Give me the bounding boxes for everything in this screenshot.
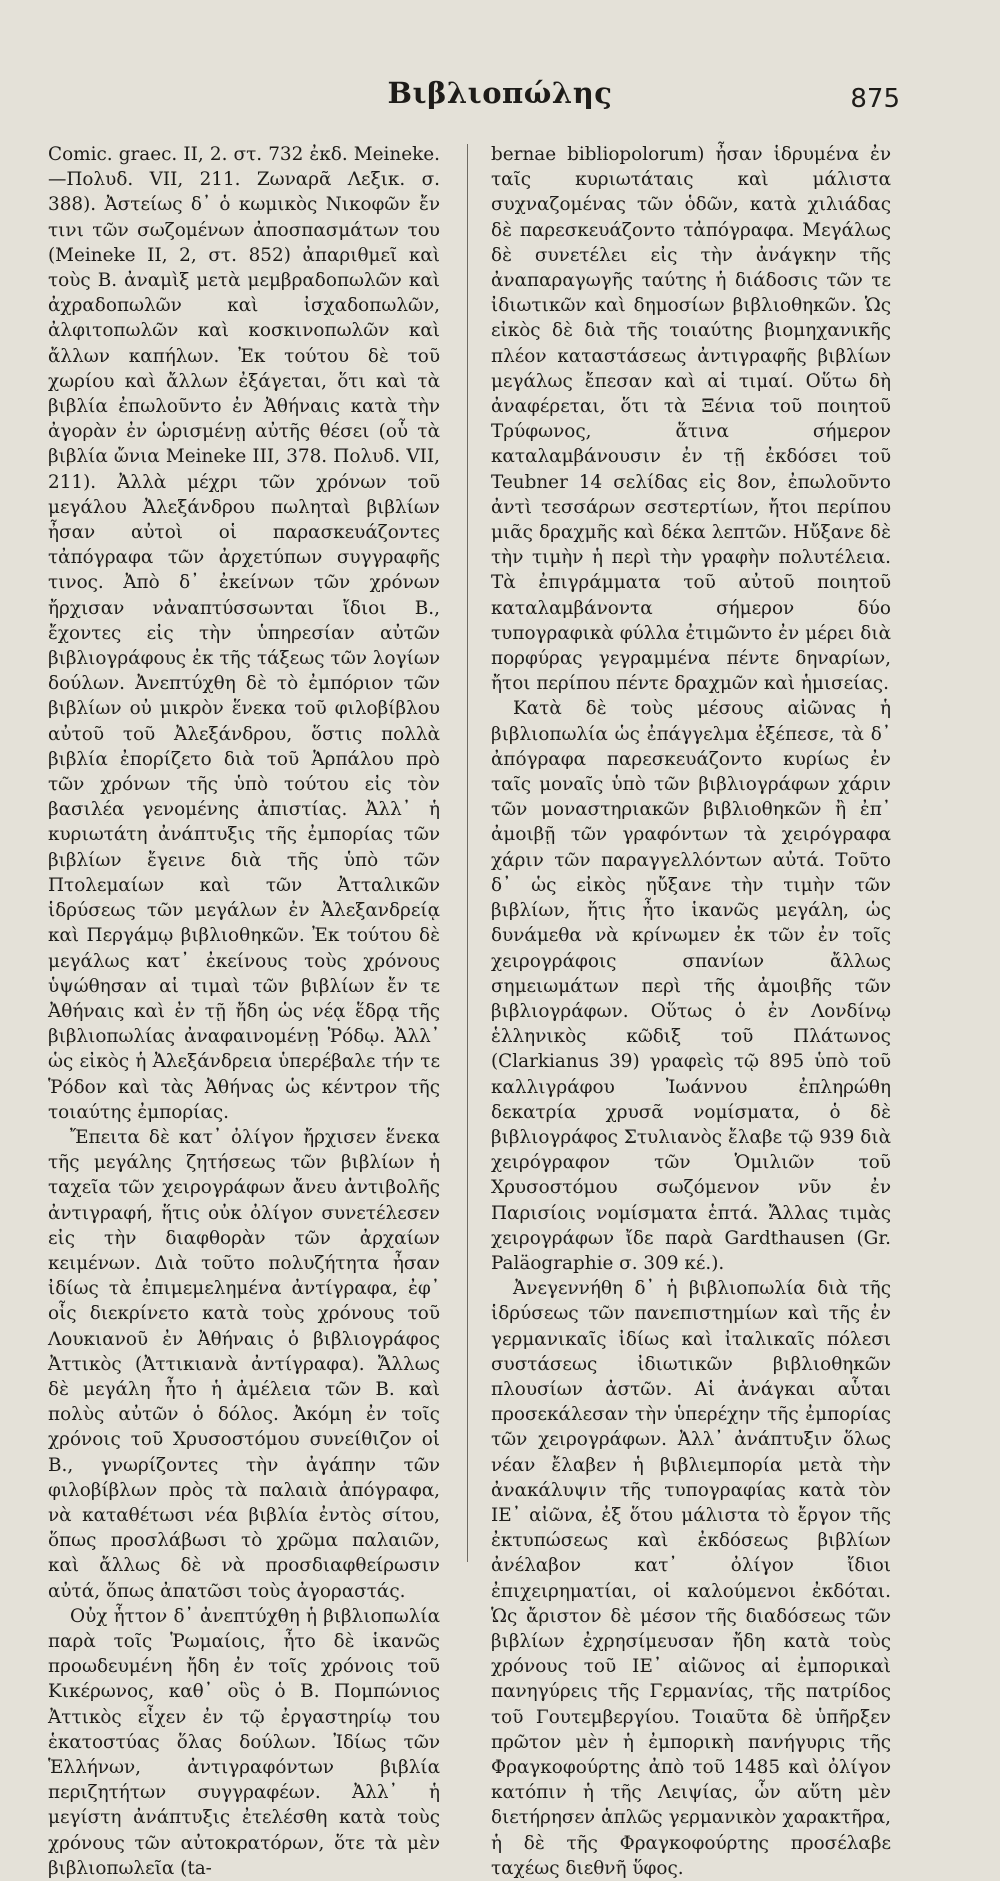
paragraph: Ἔπειτα δὲ κατ᾽ ὀλίγον ἤρχισεν ἕνεκα τῆς μεγάλης ζητήσεως τῶν βιβλίων ἡ ταχεῖα τῶν χειρογράφων ἄνευ ἀντιβολῆς ἀντιγραφή, ἥτις οὐκ ὀλίγον συνετέλεσεν εἰς τὴν διαφθορὰν τῶν ἀρχαίων κειμένων. Διὰ τοῦτο πολυζήτητα ἦσαν ἰδίως τὰ ἐπιμεμελημένα ἀντίγραφα, ἐφ᾽ οἷς διεκρίνετο κατὰ τοὺς χρόνους τοῦ Λουκιανοῦ ἐν Ἀθήναις ὁ βιβλιογράφος Ἀττικὸς (Ἀττικιανὰ ἀντίγραφα). Ἄλλως δὲ μεγάλη ἦτο ἡ ἀμέλεια τῶν Β. καὶ πολὺς αὐτῶν ὁ δόλος. Ἀκόμη ἐν τοῖς χρόνοις τοῦ Χρυσοστόμου συνείθιζον οἱ Β., γνωρίζοντες τὴν ἀγάπην τῶν φιλοβίβλων πρὸς τὰ παλαιὰ ἀπόγραφα, νὰ καταθέτωσι νέα βιβλία ἐντὸς σίτου, ὅπως προσλάβωσι τὸ χρῶμα παλαιῶν, καὶ ἄλλως δὲ νὰ προσδιαφθείρωσιν αὐτά, ὅπως ἀπατῶσι τοὺς ἀγοραστάς. [48, 1126, 440, 1602]
paragraph: Comic. graec. II, 2. στ. 732 ἐκδ. Meineke.—Πολυδ. VII, 211. Ζωναρᾶ Λεξικ. σ. 388). Ἀστείως δ᾽ ὁ κωμικὸς Νικοφῶν ἔν τινι τῶν σωζομένων ἀποσπασμάτων του (Meineke II, 2, στ. 852) ἀπαριθμεῖ καὶ τοὺς Β. ἀναμὶξ μετὰ μεμβραδοπωλῶν καὶ ἀχραδοπωλῶν καὶ ἰσχαδοπωλῶν, ἀλφιτοπωλῶν καὶ κοσκινοπωλῶν καὶ ἄλλων καπήλων. Ἐκ τούτου δὲ τοῦ χωρίου καὶ ἄλλων ἐξάγεται, ὅτι καὶ τὰ βιβλία ἐπωλοῦντο ἐν Ἀθήναις κατὰ τὴν ἀγορὰν ἐν ὡρισμένῃ αὐτῆς θέσει (οὗ τὰ βιβλία ὤνια Meineke III, 378. Πολυδ. VII, 211). Ἀλλὰ μέχρι τῶν χρόνων τοῦ μεγάλου Ἀλεξάνδρου πωληταὶ βιβλίων ἦσαν αὐτοὶ οἱ παρασκευάζοντες τἀπόγραφα τῶν ἀρχετύπων συγγραφῆς τινος. Ἀπὸ δ᾽ ἐκείνων τῶν χρόνων ἤρχισαν νἀναπτύσσωνται ἴδιοι Β., ἔχοντες εἰς τὴν ὑπηρεσίαν αὐτῶν βιβλιογράφους ἐκ τῆς τάξεως τῶν λογίων δούλων. Ἀνεπτύχθη δὲ τὸ ἐμπόριον τῶν βιβλίων οὐ μικρὸν ἕνεκα τοῦ φιλοβίβλου αὐτοῦ τοῦ Ἀλεξάνδρου, ὅστις πολλὰ βιβλία ἐπορίζετο διὰ τοῦ Ἁρπάλου πρὸ τῶν χρόνων τῆς ὑπὸ τούτου εἰς τὸν βασιλέα γενομένης ἀπιστίας. Ἀλλ᾽ ἡ κυριωτάτη ἀνάπτυξις τῆς ἐμπορίας τῶν βιβλίων ἔγεινε διὰ τῆς ὑπὸ τῶν Πτολεμαίων καὶ τῶν Ἀτταλικῶν ἱδρύσεως τῶν μεγάλων ἐν Ἀλεξανδρείᾳ καὶ Περγάμῳ βιβλιοθηκῶν. Ἐκ τούτου δὲ μεγάλως κατ᾽ ἐκείνους τοὺς χρόνους ὑψώθησαν αἱ τιμαὶ τῶν βιβλίων ἔν τε Ἀθήναις καὶ ἐν τῇ ἤδη ὡς νέᾳ ἕδρᾳ τῆς βιβλιοπωλίας ἀναφαινομένῃ Ῥόδῳ. Ἀλλ᾽ ὡς εἰκὸς ἡ Ἀλεξάνδρεια ὑπερέβαλε τήν τε Ῥόδον καὶ τὰς Ἀθήνας ὡς κέντρον τῆς τοιαύτης ἐμπορίας. [48, 144, 440, 1123]
left-column [48, 142, 440, 1879]
column-divider [467, 144, 468, 1562]
running-title: Βιβλιοπώλης [387, 76, 613, 110]
page-number: 875 [850, 84, 900, 114]
paragraph: Ἀνεγεννήθη δ᾽ ἡ βιβλιοπωλία διὰ τῆς ἱδρύσεως τῶν πανεπιστημίων καὶ τῆς ἐν γερμανικαῖς ἰδίως καὶ ἰταλικαῖς πόλεσι συστάσεως ἰδιωτικῶν βιβλιοθηκῶν πλουσίων ἀστῶν. Αἱ ἀνάγκαι αὗται προσεκάλεσαν τὴν ὑπερέχην τῆς ἐμπορίας τῶν χειρογράφων. Ἀλλ᾽ ἀνάπτυξιν ὅλως νέαν ἔλαβεν ἡ βιβλιεμπορία μετὰ τὴν ἀνακάλυψιν τῆς τυπογραφίας κατὰ τὸν ΙΕ᾽ αἰῶνα, ἐξ ὅτου μάλιστα τὸ ἔργον τῆς ἐκτυπώσεως καὶ ἐκδόσεως βιβλίων ἀνέλαβον κατ᾽ ὀλίγον ἴδιοι ἐπιχειρηματίαι, οἱ καλούμενοι ἐκδόται. Ὡς ἄριστον δὲ μέσον τῆς διαδόσεως τῶν βιβλίων ἐχρησίμευσαν ἤδη κατὰ τοὺς χρόνους τοῦ ΙΕ᾽ αἰῶνος αἱ ἐμπορικαὶ πανηγύρεις τῆς Γερμανίας, τῆς πατρίδος τοῦ Γουτεμβεργίου. Τοιαῦτα δὲ ὑπῆρξεν πρῶτον μὲν ἡ ἐμπορικὴ πανήγυρις τῆς Φραγκοφούρτης ἀπὸ τοῦ 1485 καὶ ὀλίγον κατόπιν ἡ τῆς Λειψίας, ὧν αὕτη μὲν διετήρησεν ἁπλῶς γερμανικὸν χαρακτῆρα, ἡ δὲ τῆς Φραγκοφούρτης προσέλαβε ταχέως διεθνῆ ὕφος. [491, 1278, 891, 1879]
paragraph: Κατὰ δὲ τοὺς μέσους αἰῶνας ἡ βιβλιοπωλία ὡς ἐπάγγελμα ἐξέπεσε, τὰ δ᾽ ἀπόγραφα παρεσκευάζοντο κυρίως ἐν ταῖς μοναῖς ὑπὸ τῶν βιβλιογράφων χάριν τῶν μοναστηριακῶν βιβλιοθηκῶν ἢ ἐπ᾽ ἀμοιβῇ τῶν γραφόντων τὰ χειρόγραφα χάριν τῶν παραγγελλόντων αὐτά. Τοῦτο δ᾽ ὡς εἰκὸς ηὔξανε τὴν τιμὴν τῶν βιβλίων, ἥτις ἦτο ἱκανῶς μεγάλη, ὡς δυνάμεθα νὰ κρίνωμεν ἐκ τῶν ἐν τοῖς χειρογράφοις σπανίων ἄλλως σημειωμάτων περὶ τῆς ἀμοιβῆς τῶν βιβλιογράφων. Οὕτως ὁ ἐν Λονδίνῳ ἑλληνικὸς κῶδιξ τοῦ Πλάτωνος (Clarkianus 39) γραφεὶς τῷ 895 ὑπὸ τοῦ καλλιγράφου Ἰωάννου ἐπληρώθη δεκατρία χρυσᾶ νομίσματα, ὁ δὲ βιβλιογράφος Στυλιανὸς ἔλαβε τῷ 939 διὰ χειρόγραφον τῶν Ὁμιλιῶν τοῦ Χρυσοστόμου σωζόμενον νῦν ἐν Παρισίοις νομίσματα ἑπτά. Ἄλλας τιμὰς χειρογράφων ἴδε παρὰ Gardthausen (Gr. Paläographie σ. 309 κέ.). [491, 698, 891, 1274]
page-header [0, 0, 1000, 130]
paragraph: bernae bibliopolorum) ἦσαν ἱδρυμένα ἐν ταῖς κυριωτάταις καὶ μάλιστα συχναζομένας τῶν ὁδῶν, κατὰ χιλιάδας δὲ παρεσκευάζοντο τἀπόγραφα. Μεγάλως δὲ συνετέλει εἰς τὴν ἀνάγκην τῆς ἀναπαραγωγῆς ταύτης ἡ διάδοσις τῶν τε ἰδιωτικῶν καὶ δημοσίων βιβλιοθηκῶν. Ὡς εἰκὸς δὲ διὰ τῆς τοιαύτης βιομηχανικῆς πλέον καταστάσεως ἀντιγραφῆς βιβλίων μεγάλως ἔπεσαν καὶ αἱ τιμαί. Οὕτω δὴ ἀναφέρεται, ὅτι τὰ Ξένια τοῦ ποιητοῦ Τρύφωνος, ἅτινα σήμερον καταλαμβάνουσιν ἐν τῇ ἐκδόσει τοῦ Teubner 14 σελίδας εἰς 8ον, ἐπωλοῦντο ἀντὶ τεσσάρων σεστερτίων, ἤτοι περίπου μιᾶς δραχμῆς καὶ δέκα λεπτῶν. Ηὔξανε δὲ τὴν τιμὴν ἡ περὶ τὴν γραφὴν πολυτέλεια. Τὰ ἐπιγράμματα τοῦ αὐτοῦ ποιητοῦ καταλαμβάνοντα σήμερον δύο τυπογραφικὰ φύλλα ἐτιμῶντο ἐν μέρει διὰ πορφύρας γεγραμμένα πέντε δηναρίων, ἤτοι περίπου πέντε δραχμῶν καὶ ἡμισείας. [491, 144, 891, 695]
right-column [491, 142, 891, 1879]
paragraph: Οὐχ ἧττον δ᾽ ἀνεπτύχθη ἡ βιβλιοπωλία παρὰ τοῖς Ῥωμαίοις, ἦτο δὲ ἱκανῶς προωδευμένη ἤδη ἐν τοῖς χρόνοις τοῦ Κικέρωνος, καθ᾽ οὓς ὁ Β. Πομπώνιος Ἀττικὸς εἶχεν ἐν τῷ ἐργαστηρίῳ του ἑκατοστύας ὅλας δούλων. Ἰδίως τῶν Ἑλλήνων, ἀντιγραφόντων βιβλία περιζητήτων συγγραφέων. Ἀλλ᾽ ἡ μεγίστη ἀνάπτυξις ἐτελέσθη κατὰ τοὺς χρόνους τῶν αὐτοκρατόρων, ὅτε τὰ μὲν βιβλιοπωλεῖα (ta- [48, 1605, 440, 1879]
